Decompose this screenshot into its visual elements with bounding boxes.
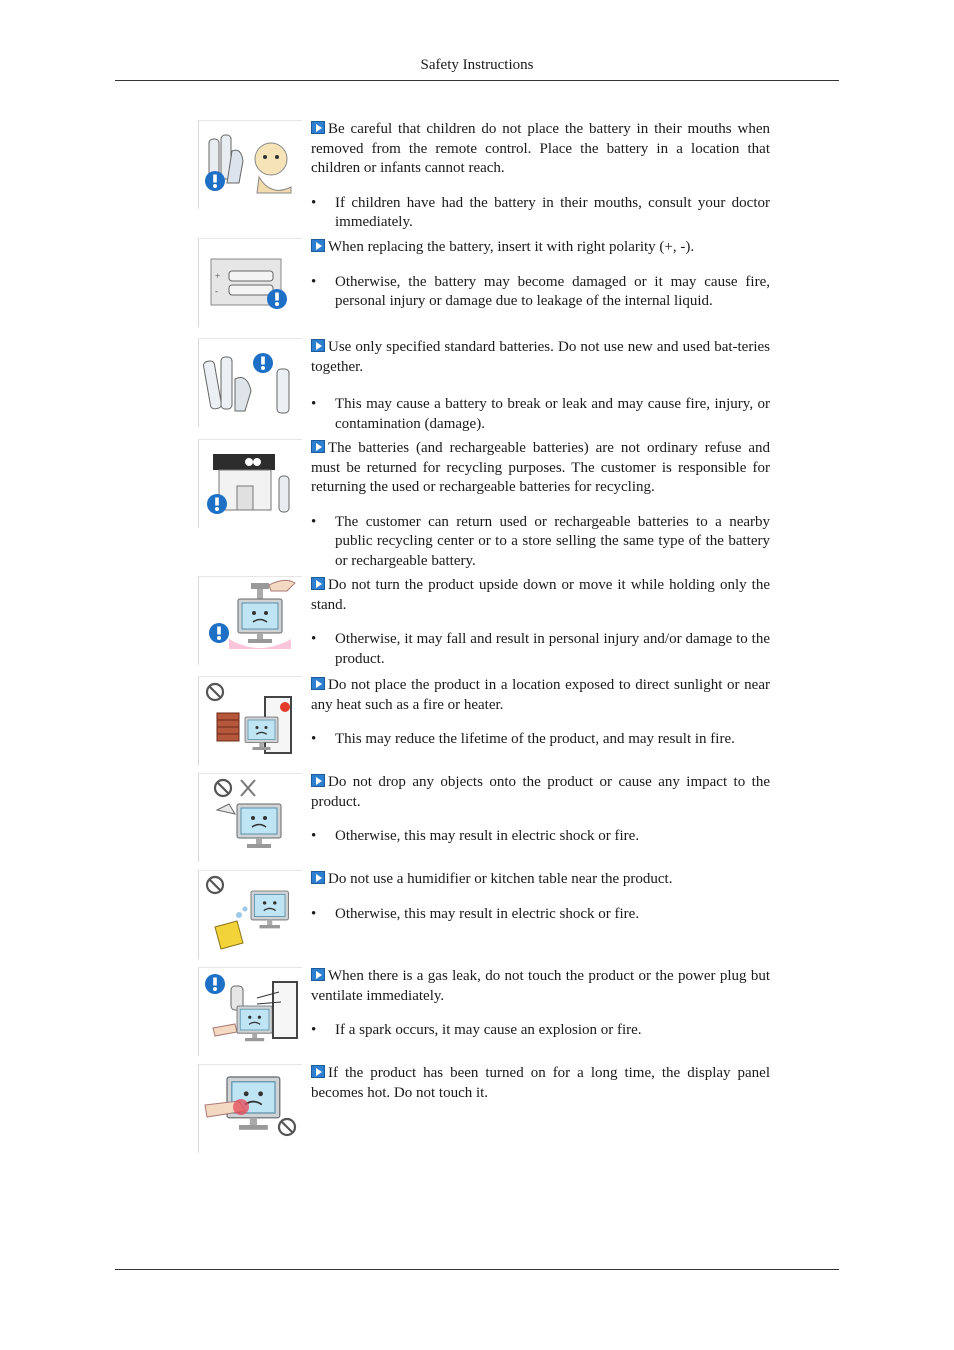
- entry-main-text: Do not place the product in a location exposed to direct sunlight or near any heat such as a fire or heater.: [311, 677, 770, 713]
- blue-arrow-icon: [311, 871, 325, 884]
- children-battery-illustration: [198, 120, 302, 209]
- heat-sunlight-illustration: [198, 676, 302, 765]
- svg-text:-: -: [215, 286, 218, 296]
- entry-bullet-text: If a spark occurs, it may cause an explosion or fire.: [335, 1022, 642, 1038]
- entry-main-text: The batteries (and rechargeable batteries) are not ordinary refuse and must be returned for recycling purposes. The customer is responsible for returning the used or rechargeable batteries for recycling.: [311, 440, 770, 495]
- bullet-dot: •: [311, 273, 317, 290]
- blue-arrow-icon: [311, 577, 325, 590]
- entry-main-text: When replacing the battery, insert it with right polarity (+, -).: [328, 239, 695, 255]
- battery-polarity-illustration: [198, 238, 302, 327]
- gas-leak-illustration: [198, 967, 302, 1056]
- blue-arrow-icon: [311, 121, 325, 134]
- blue-arrow-icon: [311, 1065, 325, 1078]
- entry-main-text: Use only specified standard batteries. Do not use new and used bat-teries together.: [311, 339, 770, 375]
- bullet-dot: •: [311, 1022, 317, 1038]
- entry-main-text: If the product has been turned on for a long time, the display panel becomes hot. Do not touch it.: [311, 1065, 770, 1101]
- bullet-dot: •: [311, 828, 317, 844]
- bullet-dot: •: [311, 631, 317, 647]
- entry-bullet-text: Otherwise, this may result in electric shock or fire.: [335, 828, 640, 844]
- hot-panel-illustration: [198, 1064, 302, 1153]
- entry-main-text: Do not use a humidifier or kitchen table near the product.: [328, 871, 673, 887]
- blue-arrow-icon: [311, 440, 325, 453]
- drop-objects-illustration: [198, 773, 302, 862]
- page-header: Safety Instructions: [420, 57, 534, 73]
- bullet-dot: •: [311, 731, 317, 747]
- header-rule: [115, 80, 839, 81]
- bullet-dot: •: [311, 905, 317, 922]
- entry-main-text: Do not turn the product upside down or move it while holding only the stand.: [311, 577, 770, 613]
- blue-arrow-icon: [311, 677, 325, 690]
- svg-text:+: +: [215, 271, 221, 281]
- footer-rule: [115, 1269, 839, 1270]
- entry-main-text: When there is a gas leak, do not touch the product or the power plug but ventilate immediately.: [311, 968, 770, 1004]
- blue-arrow-icon: [311, 339, 325, 352]
- entry-main-text: Be careful that children do not place the battery in their mouths when removed from the remote control. Place the battery in a location that children or infants cannot reach.: [311, 121, 770, 176]
- blue-arrow-icon: [311, 239, 325, 252]
- entry-bullet-text: The customer can return used or rechargeable batteries to a nearby public recycling center or to a store selling the same type of the battery or rechargeable battery.: [335, 513, 770, 569]
- entry-bullet-text: If children have had the battery in their mouths, consult your doctor immediately.: [335, 194, 770, 230]
- entry-main-text: Do not drop any objects onto the product or cause any impact to the product.: [311, 774, 770, 810]
- entry-bullet-text: Otherwise, this may result in electric shock or fire.: [335, 905, 640, 922]
- humidifier-illustration: [198, 870, 302, 959]
- standard-batteries-illustration: [198, 338, 302, 427]
- battery-recycling-illustration: [198, 439, 302, 528]
- bullet-dot: •: [311, 396, 317, 412]
- entry-bullet-text: Otherwise, the battery may become damaged or it may cause fire, personal injury or damage due to leakage of the internal liquid.: [335, 273, 770, 309]
- bullet-dot: •: [311, 513, 317, 530]
- entry-bullet-text: This may reduce the lifetime of the product, and may result in fire.: [335, 731, 735, 747]
- entry-bullet-text: Otherwise, it may fall and result in personal injury and/or damage to the product.: [335, 631, 770, 667]
- bullet-dot: •: [311, 194, 317, 211]
- entry-bullet-text: This may cause a battery to break or leak and may cause fire, injury, or contamination (damage).: [335, 396, 770, 432]
- blue-arrow-icon: [311, 968, 325, 981]
- blue-arrow-icon: [311, 774, 325, 787]
- hold-stand-illustration: [198, 576, 302, 665]
